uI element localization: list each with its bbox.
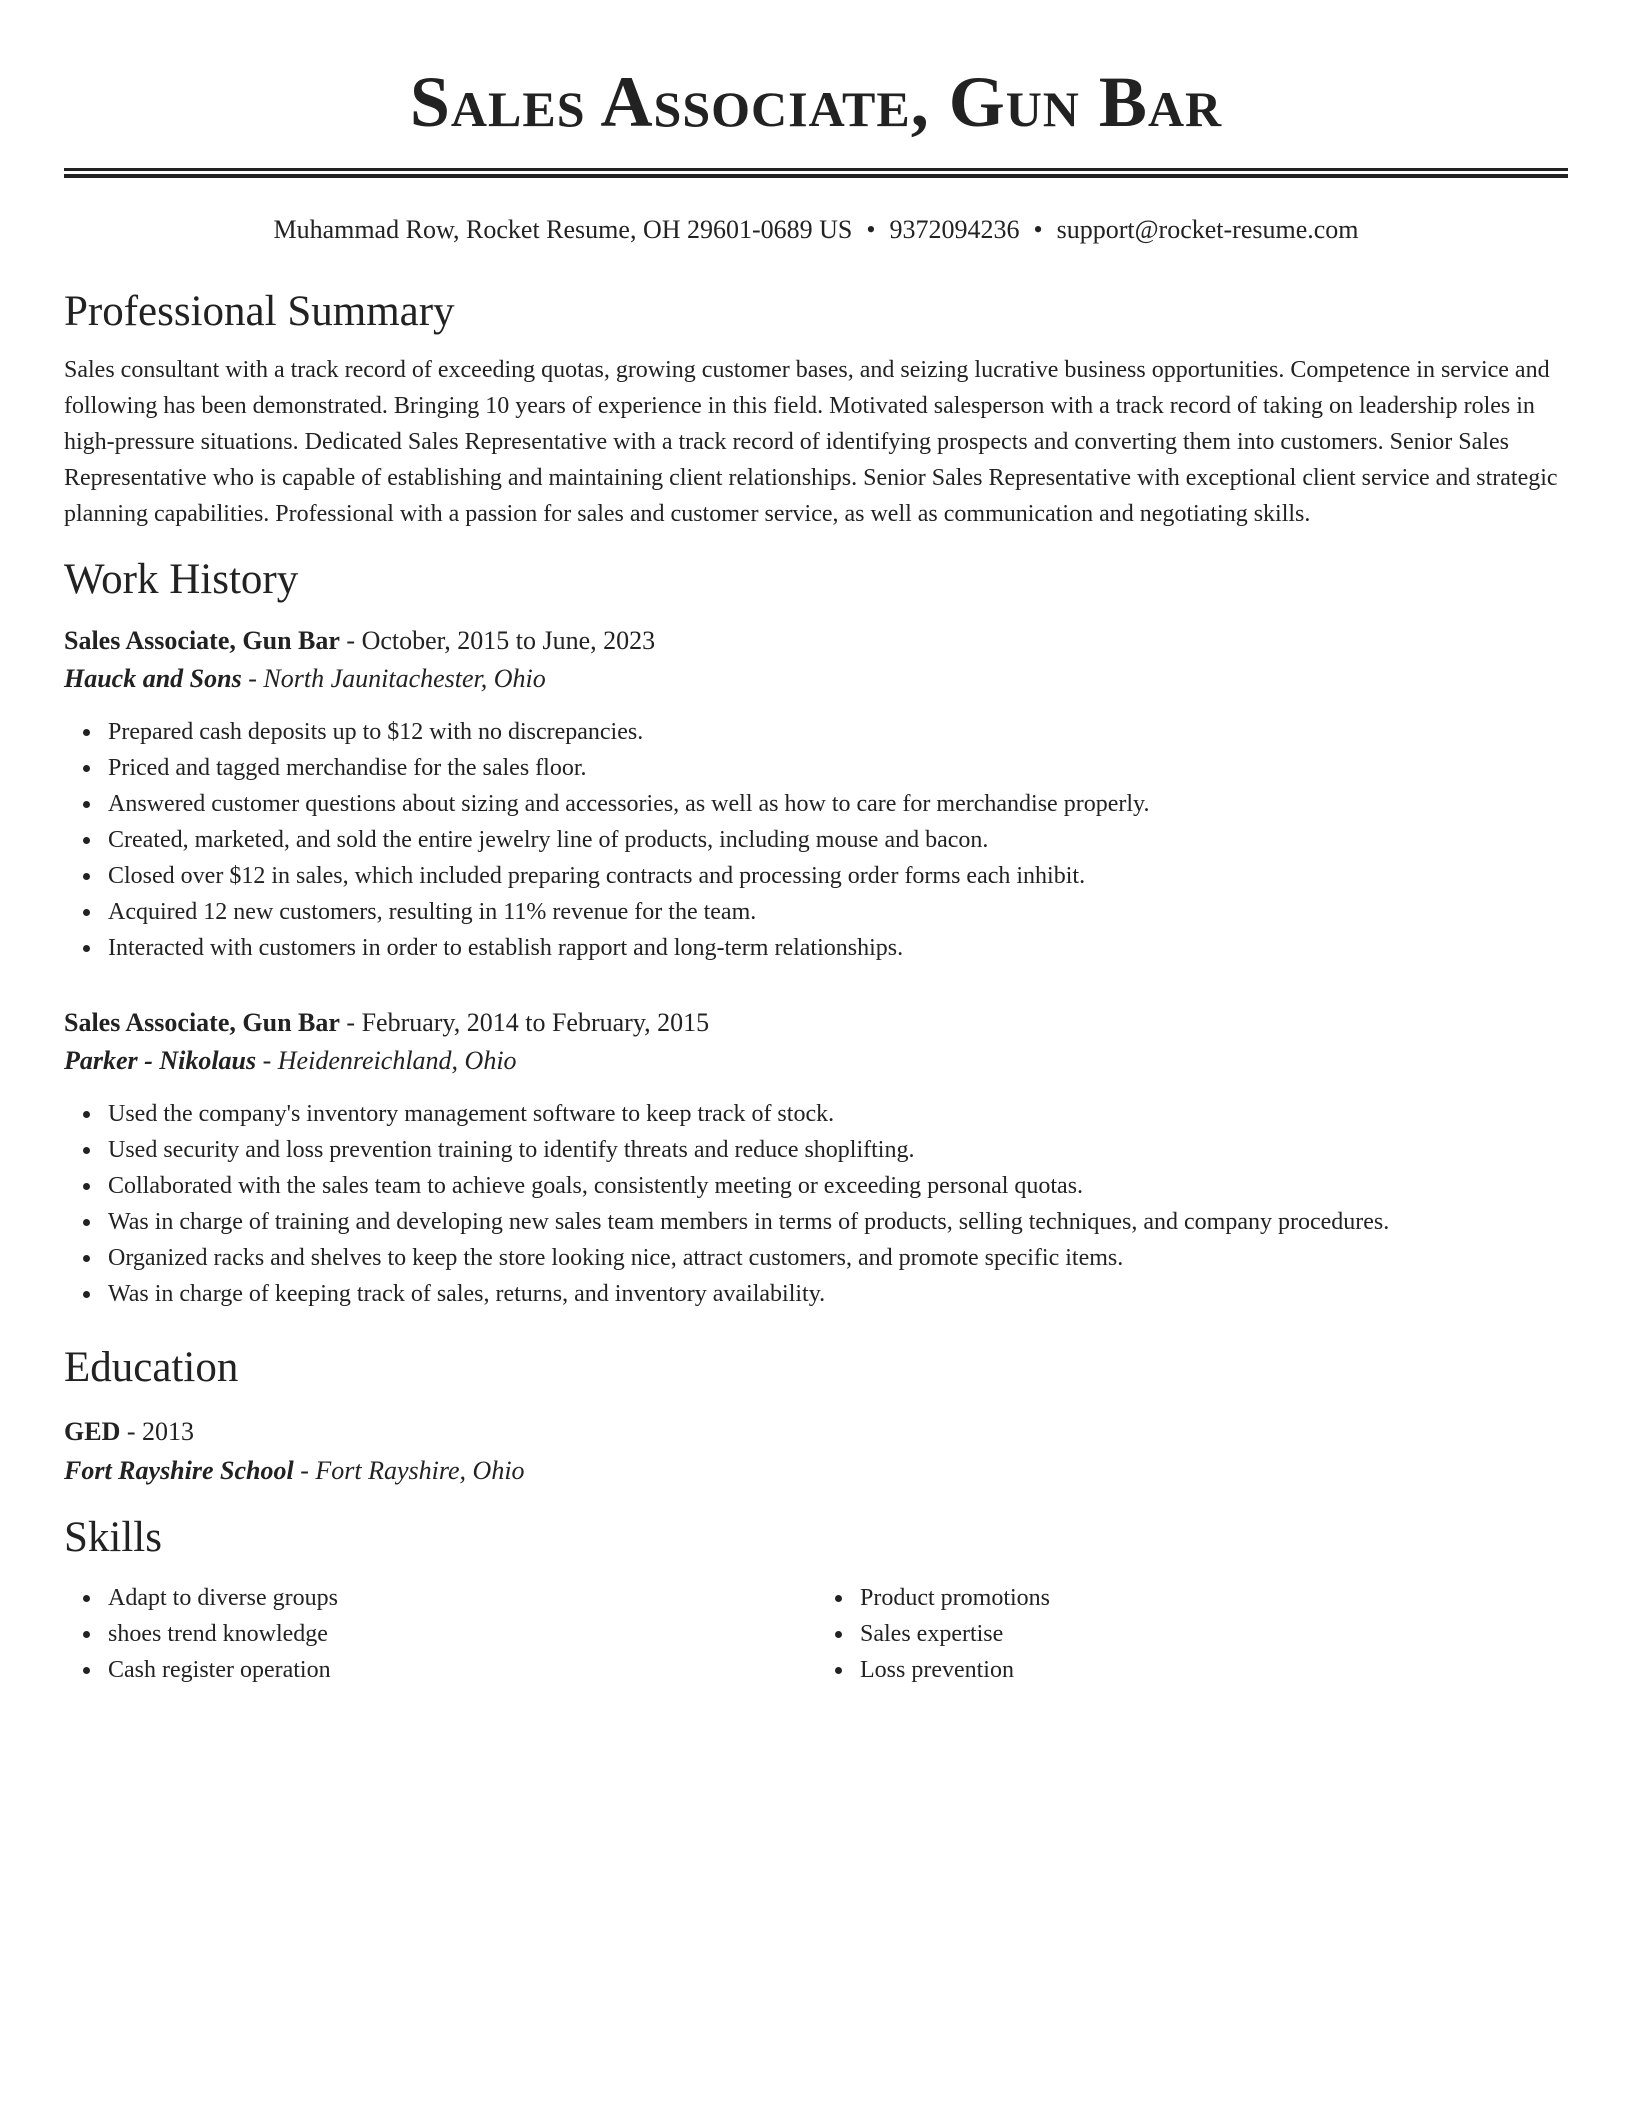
skill-item: Loss prevention: [860, 1652, 1568, 1688]
job-title-line: [64, 1004, 1568, 1042]
skill-item: Sales expertise: [860, 1616, 1568, 1652]
section-title-summary: Professional Summary: [64, 288, 455, 335]
section-title-education: Education: [64, 1344, 239, 1391]
degree-year: - 2013: [120, 1417, 195, 1446]
skills-section: [64, 1512, 1568, 1688]
header-double-rule: [64, 168, 1568, 178]
job-company-line: [64, 1042, 1568, 1080]
school-name: Fort Rayshire School: [64, 1456, 294, 1485]
job-company-line: [64, 660, 1568, 698]
education-entry: [64, 1412, 1568, 1490]
contact-line: [64, 214, 1568, 246]
skills-column-left: [64, 1580, 816, 1688]
skills-column-right: [816, 1580, 1568, 1688]
job-bullet: Closed over $12 in sales, which included preparing contracts and processing order forms each inhibit.: [108, 858, 1568, 894]
job-role: Sales Associate, Gun Bar: [64, 1008, 340, 1037]
job-bullet: Acquired 12 new customers, resulting in 11% revenue for the team.: [108, 894, 1568, 930]
resume-name: Sales Associate, Gun Bar: [409, 62, 1223, 142]
work-history-section: [64, 554, 1568, 1312]
skills-grid: [64, 1570, 1568, 1688]
job-dates: - February, 2014 to February, 2015: [339, 1008, 710, 1037]
summary-text: Sales consultant with a track record of exceeding quotas, growing customer bases, and seizing lucrative business opportunities. Competence in service and following has been demonstrated. Bringing 10 years of experience in this field. Motivated salesperson with a track record of taking on leadership roles in high-pressure situations. Dedicated Sales Representative with a track record of identifying prospects and converting them into customers. Senior Sales Representative who is capable of establishing and maintaining client relationships. Senior Sales Representative with exceptional client service and strategic planning capabilities. Professional with a passion for sales and customer service, as well as communication and negotiating skills.: [64, 357, 1558, 527]
contact-separator: •: [1033, 215, 1043, 244]
job-bullet: Was in charge of keeping track of sales, returns, and inventory availability.: [108, 1276, 1568, 1312]
degree-line: [64, 1412, 1568, 1452]
job-location: - Heidenreichland, Ohio: [256, 1046, 517, 1075]
contact-phone: 9372094236: [889, 215, 1020, 244]
school-location: - Fort Rayshire, Ohio: [293, 1456, 525, 1485]
job-company: Hauck and Sons: [64, 664, 242, 693]
contact-separator: •: [866, 215, 876, 244]
job-bullet: Organized racks and shelves to keep the store looking nice, attract customers, and promote specific items.: [108, 1240, 1568, 1276]
job-bullet: Answered customer questions about sizing and accessories, as well as how to care for merchandise properly.: [108, 786, 1568, 822]
skill-item: Cash register operation: [108, 1652, 816, 1688]
section-title-skills: Skills: [64, 1514, 162, 1561]
school-line: [64, 1452, 1568, 1490]
job-location: - North Jaunitachester, Ohio: [241, 664, 546, 693]
contact-address: Muhammad Row, Rocket Resume, OH 29601-0689 US: [273, 215, 853, 244]
job-bullet: Prepared cash deposits up to $12 with no discrepancies.: [108, 714, 1568, 750]
job-title-line: [64, 622, 1568, 660]
degree-name: GED: [64, 1417, 121, 1446]
contact-email: support@rocket-resume.com: [1056, 215, 1359, 244]
education-section: [64, 1342, 1568, 1490]
job-entry: [64, 622, 1568, 966]
job-bullet: Used the company's inventory management software to keep track of stock.: [108, 1096, 1568, 1132]
section-title-work-history: Work History: [64, 556, 299, 603]
job-entry: [64, 1004, 1568, 1312]
job-bullet: Was in charge of training and developing new sales team members in terms of products, selling techniques, and company procedures.: [108, 1204, 1568, 1240]
job-company: Parker - Nikolaus: [64, 1046, 257, 1075]
job-bullets: [64, 1096, 1568, 1312]
job-bullet: Created, marketed, and sold the entire jewelry line of products, including mouse and bacon.: [108, 822, 1568, 858]
job-bullet: Collaborated with the sales team to achieve goals, consistently meeting or exceeding personal quotas.: [108, 1168, 1568, 1204]
job-role: Sales Associate, Gun Bar: [64, 626, 340, 655]
summary-section: [64, 286, 1568, 532]
skill-item: shoes trend knowledge: [108, 1616, 816, 1652]
skill-item: Adapt to diverse groups: [108, 1580, 816, 1616]
job-bullet: Interacted with customers in order to establish rapport and long-term relationships.: [108, 930, 1568, 966]
job-dates: - October, 2015 to June, 2023: [339, 626, 656, 655]
job-bullets: [64, 714, 1568, 966]
job-bullet: Used security and loss prevention training to identify threats and reduce shoplifting.: [108, 1132, 1568, 1168]
skill-item: Product promotions: [860, 1580, 1568, 1616]
job-bullet: Priced and tagged merchandise for the sales floor.: [108, 750, 1568, 786]
